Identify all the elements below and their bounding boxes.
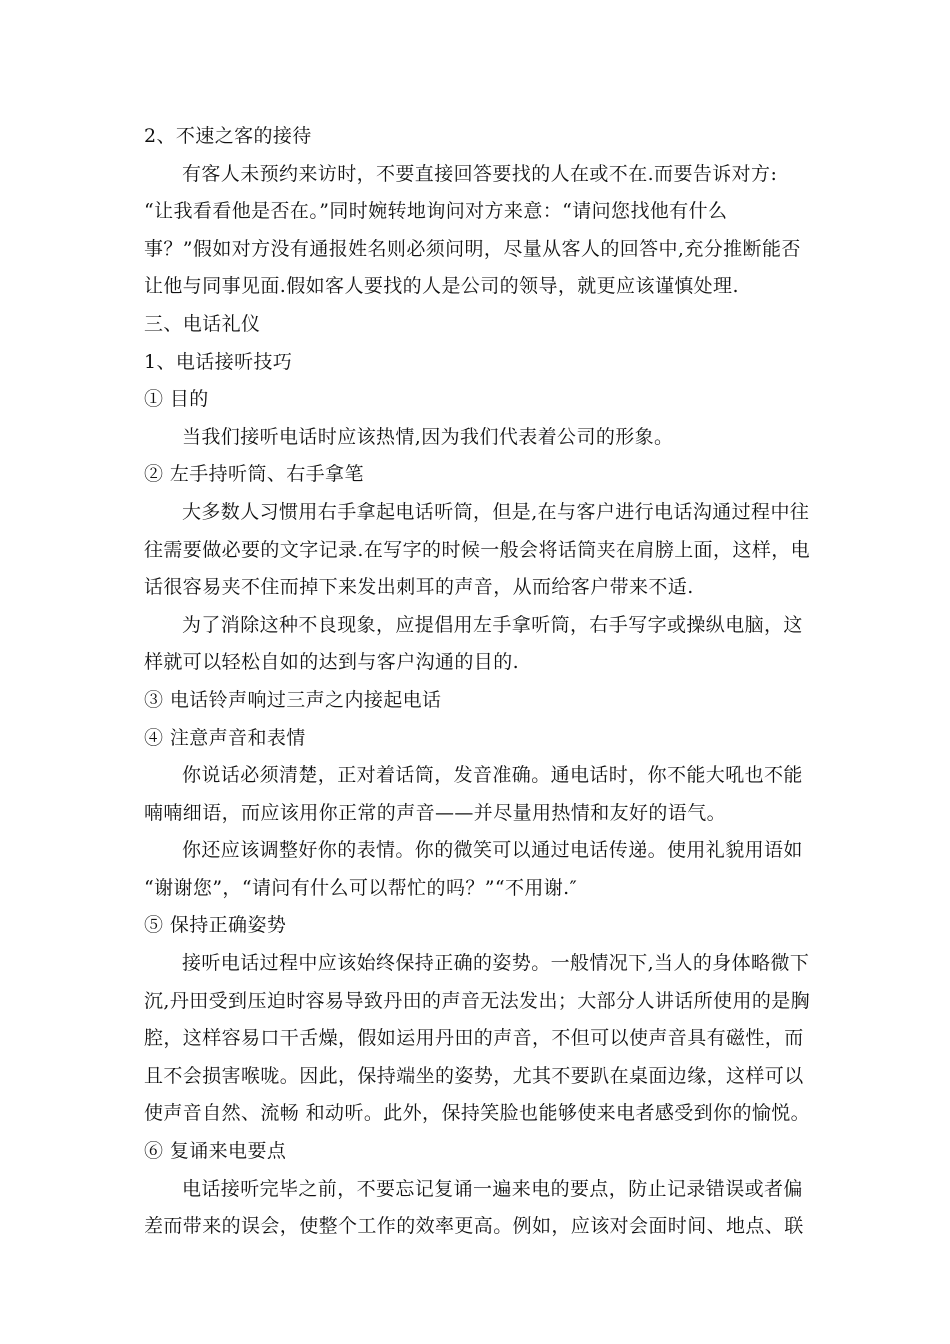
paragraph-line: 事？”假如对方没有通报姓名则必须问明，尽量从客人的回答中,充分推断能否	[144, 237, 801, 260]
item-heading-repeat-key-points: ⑥ 复诵来电要点	[144, 1140, 287, 1163]
paragraph-line: 你还应该调整好你的表情。你的微笑可以通过电话传递。使用礼貌用语如	[182, 839, 803, 862]
paragraph-line: 你说话必须清楚，正对着话筒，发音准确。通电话时，你不能大吼也不能	[182, 764, 803, 787]
paragraph-line: 接听电话过程中应该始终保持正确的姿势。一般情况下,当人的身体略微下	[182, 952, 810, 975]
paragraph-line: 让他与同事见面.假如客人要找的人是公司的领导，就更应该谨慎处理.	[144, 275, 739, 298]
paragraph-line: 腔，这样容易口干舌燥，假如运用丹田的声音，不但可以使声音具有磁性，而	[144, 1027, 804, 1050]
paragraph-line: 使声音自然、流畅 和动听。此外，保持笑脸也能够使来电者感受到你的愉悦。	[144, 1102, 811, 1125]
item-heading-purpose: ① 目的	[144, 388, 209, 411]
document-body	[144, 118, 814, 1246]
item-heading-left-hand-receiver: ② 左手持听筒、右手拿笔	[144, 463, 364, 486]
paragraph-line: 有客人未预约来访时，不要直接回答要找的人在或不在.而要告诉对方:	[182, 162, 778, 185]
paragraph-line: “谢谢您”，“请问有什么可以帮忙的吗？”“不用谢.″	[144, 876, 578, 899]
section-heading-uninvited-guests: 2、不速之客的接待	[144, 125, 312, 147]
paragraph-line: 为了消除这种不良现象，应提倡用左手拿听筒，右手写字或操纵电脑，这	[182, 613, 803, 636]
item-heading-correct-posture: ⑤ 保持正确姿势	[144, 914, 287, 937]
paragraph-line: 喃喃细语，而应该用你正常的声音——并尽量用热情和友好的语气。	[144, 801, 727, 824]
paragraph-line: 且不会损害喉咙。因此，保持端坐的姿势，尤其不要趴在桌面边缘，这样可以	[144, 1064, 804, 1087]
paragraph-line: 往需要做必要的文字记录.在写字的时候一般会将话筒夹在肩膀上面，这样，电	[144, 538, 811, 561]
paragraph-line: “让我看看他是否在。”同时婉转地询问对方来意：“请问您找他有什么	[144, 200, 728, 223]
section-heading-phone-etiquette: 三、电话礼仪	[144, 312, 261, 335]
paragraph-line: 沉,丹田受到压迫时容易导致丹田的声音无法发出；大部分人讲话所使用的是胸	[144, 989, 811, 1012]
paragraph-line: 差而带来的误会，使整个工作的效率更高。例如，应该对会面时间、地点、联	[144, 1215, 804, 1238]
paragraph-line: 电话接听完毕之前，不要忘记复诵一遍来电的要点，防止记录错误或者偏	[182, 1177, 803, 1200]
paragraph-line: 大多数人习惯用右手拿起电话听筒，但是,在与客户进行电话沟通过程中往	[182, 500, 810, 523]
item-heading-voice-and-expression: ④ 注意声音和表情	[144, 726, 306, 749]
paragraph-line: 当我们接听电话时应该热情,因为我们代表着公司的形象。	[182, 425, 674, 448]
section-heading-answering-skills: 1、电话接听技巧	[144, 350, 293, 373]
paragraph-line: 话很容易夹不住而掉下来发出刺耳的声音，从而给客户带来不适.	[144, 576, 694, 599]
paragraph-line: 样就可以轻松自如的达到与客户沟通的目的.	[144, 651, 520, 674]
item-heading-answer-within-three-rings: ③ 电话铃声响过三声之内接起电话	[144, 688, 442, 711]
